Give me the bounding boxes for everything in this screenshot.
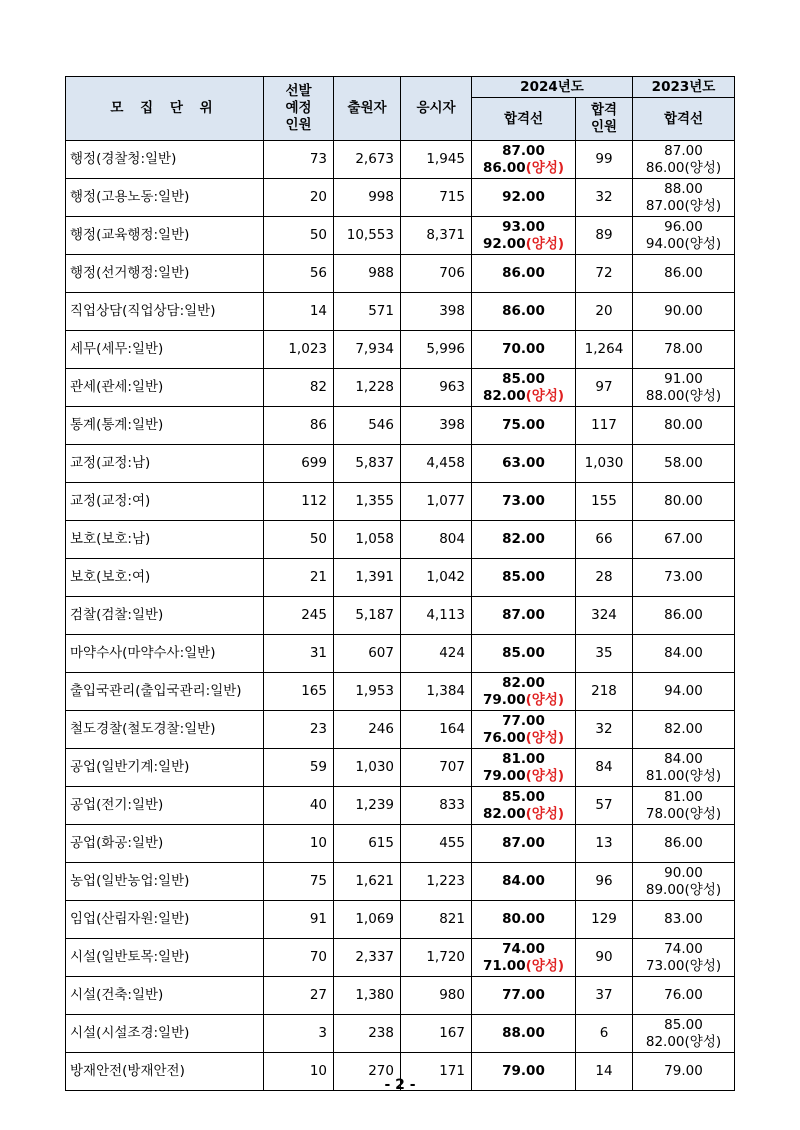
- applicants-cell: 1,391: [334, 559, 401, 597]
- applicants-cell: 1,228: [334, 369, 401, 407]
- cutoff-2024-value: 77.00: [502, 987, 545, 1003]
- cutoff-2024-value: 93.00: [502, 218, 545, 235]
- cutoff-2023-value: 73.00: [664, 569, 703, 585]
- examinees-cell: 1,223: [401, 863, 472, 901]
- passers-cell: 117: [576, 407, 633, 445]
- cutoff-2023-value: 81.00: [664, 788, 703, 805]
- header-applicants: 출원자: [334, 77, 401, 141]
- table-header: [66, 77, 735, 141]
- cutoff-2023-value: 87.00: [664, 142, 703, 159]
- cutoff-2024-value: 82.00: [502, 674, 545, 691]
- cutoff-2024-value: 82.00: [482, 805, 526, 822]
- cutoff-2024-value: 70.00: [502, 341, 545, 357]
- applicants-cell: 270: [334, 1053, 401, 1091]
- applicants-cell: 988: [334, 255, 401, 293]
- passers-cell: 218: [576, 673, 633, 711]
- cutoff-2024-cell: [472, 749, 576, 787]
- cutoff-2023-value: 80.00: [664, 417, 703, 433]
- applicants-cell: 5,837: [334, 445, 401, 483]
- cutoff-2023-value: 76.00: [664, 987, 703, 1003]
- unit-name-cell: 농업(일반농업:일반): [66, 863, 264, 901]
- cutoff-2023-value: 86.00: [664, 835, 703, 851]
- applicants-cell: 2,673: [334, 141, 401, 179]
- cutoff-2024-cell: [472, 217, 576, 255]
- unit-name-cell: 행정(경찰청:일반): [66, 141, 264, 179]
- table-row: [66, 255, 735, 293]
- unit-name-cell: 공업(전기:일반): [66, 787, 264, 825]
- header-year-2023: 2023년도: [633, 77, 735, 98]
- cutoff-2023-cell: [633, 787, 735, 825]
- table-row: [66, 407, 735, 445]
- planned-cell: 21: [264, 559, 334, 597]
- cutoff-2024-value: 79.00: [482, 691, 526, 708]
- cutoff-2024-cell: [472, 597, 576, 635]
- table-row: [66, 1015, 735, 1053]
- header-cutoff-2024: 합격선: [472, 98, 576, 141]
- planned-cell: 20: [264, 179, 334, 217]
- cutoff-2023-value: 90.00: [664, 864, 703, 881]
- applicants-cell: 998: [334, 179, 401, 217]
- table-row: [66, 141, 735, 179]
- examinees-cell: 821: [401, 901, 472, 939]
- planned-cell: 27: [264, 977, 334, 1015]
- applicants-cell: 1,380: [334, 977, 401, 1015]
- yangsung-label: (양성): [525, 235, 565, 252]
- examinees-cell: 164: [401, 711, 472, 749]
- cutoff-2024-value: 82.00: [482, 387, 526, 404]
- cutoff-2023-value: 58.00: [664, 455, 703, 471]
- cutoff-2023-value: 89.00(양성): [645, 881, 722, 898]
- cutoff-2023-cell: [633, 635, 735, 673]
- planned-cell: 112: [264, 483, 334, 521]
- cutoff-2024-value: 81.00: [502, 750, 545, 767]
- examinees-cell: 963: [401, 369, 472, 407]
- cutoff-2023-value: 86.00: [664, 265, 703, 281]
- planned-cell: 3: [264, 1015, 334, 1053]
- planned-cell: 10: [264, 825, 334, 863]
- cutoff-2024-value: 85.00: [502, 645, 545, 661]
- examinees-cell: 1,042: [401, 559, 472, 597]
- passers-cell: 66: [576, 521, 633, 559]
- unit-name-cell: 행정(고용노동:일반): [66, 179, 264, 217]
- unit-name-cell: 보호(보호:여): [66, 559, 264, 597]
- cutoff-2024-cell: [472, 255, 576, 293]
- unit-name-cell: 교정(교정:여): [66, 483, 264, 521]
- applicants-cell: 615: [334, 825, 401, 863]
- examinees-cell: 4,458: [401, 445, 472, 483]
- cutoff-2023-value: 81.00(양성): [645, 767, 722, 784]
- yangsung-label: (양성): [525, 767, 565, 784]
- planned-cell: 73: [264, 141, 334, 179]
- cutoff-2024-value: 79.00: [502, 1063, 545, 1079]
- examinees-cell: 8,371: [401, 217, 472, 255]
- unit-name-cell: 출입국관리(출입국관리:일반): [66, 673, 264, 711]
- cutoff-2024-value: 77.00: [502, 712, 545, 729]
- unit-name-cell: 공업(일반기계:일반): [66, 749, 264, 787]
- table-row: [66, 825, 735, 863]
- examinees-cell: 171: [401, 1053, 472, 1091]
- table-row: [66, 863, 735, 901]
- page-number: - 2 -: [384, 1077, 416, 1093]
- cutoff-2024-value: 92.00: [502, 189, 545, 205]
- cutoff-2024-value: 87.00: [502, 607, 545, 623]
- applicants-cell: 10,553: [334, 217, 401, 255]
- cutoff-2024-cell: [472, 711, 576, 749]
- cutoff-2024-value: 86.00: [502, 303, 545, 319]
- applicants-cell: 1,953: [334, 673, 401, 711]
- cutoff-2024-value: 85.00: [502, 788, 545, 805]
- results-table: [65, 76, 735, 1091]
- cutoff-2023-value: 79.00: [664, 1063, 703, 1079]
- yangsung-label: (양성): [525, 691, 565, 708]
- table-body: [66, 141, 735, 1091]
- cutoff-2024-cell: [472, 407, 576, 445]
- unit-name-cell: 철도경찰(철도경찰:일반): [66, 711, 264, 749]
- cutoff-2024-value: 85.00: [502, 370, 545, 387]
- examinees-cell: 167: [401, 1015, 472, 1053]
- header-year-2024: 2024년도: [472, 77, 633, 98]
- header-unit: 모 집 단 위: [66, 77, 264, 141]
- cutoff-2023-value: 80.00: [664, 493, 703, 509]
- cutoff-2024-value: 86.00: [482, 159, 526, 176]
- cutoff-2023-value: 67.00: [664, 531, 703, 547]
- passers-cell: 57: [576, 787, 633, 825]
- table-row: [66, 901, 735, 939]
- examinees-cell: 1,384: [401, 673, 472, 711]
- cutoff-2024-value: 87.00: [502, 142, 545, 159]
- table-row: [66, 939, 735, 977]
- cutoff-2023-cell: [633, 483, 735, 521]
- yangsung-label: (양성): [525, 805, 565, 822]
- examinees-cell: 398: [401, 293, 472, 331]
- passers-cell: 13: [576, 825, 633, 863]
- passers-cell: 28: [576, 559, 633, 597]
- unit-name-cell: 행정(교육행정:일반): [66, 217, 264, 255]
- cutoff-2023-cell: [633, 863, 735, 901]
- unit-name-cell: 시설(건축:일반): [66, 977, 264, 1015]
- cutoff-2023-cell: [633, 711, 735, 749]
- yangsung-label: (양성): [525, 729, 565, 746]
- cutoff-2023-value: 85.00: [664, 1016, 703, 1033]
- passers-cell: 14: [576, 1053, 633, 1091]
- passers-cell: 96: [576, 863, 633, 901]
- cutoff-2024-cell: [472, 863, 576, 901]
- yangsung-label: (양성): [525, 387, 565, 404]
- applicants-cell: 1,239: [334, 787, 401, 825]
- applicants-cell: 5,187: [334, 597, 401, 635]
- applicants-cell: 571: [334, 293, 401, 331]
- cutoff-2024-cell: [472, 939, 576, 977]
- cutoff-2024-cell: [472, 901, 576, 939]
- examinees-cell: 398: [401, 407, 472, 445]
- cutoff-2023-value: 78.00(양성): [645, 805, 722, 822]
- examinees-cell: 706: [401, 255, 472, 293]
- passers-cell: 129: [576, 901, 633, 939]
- planned-cell: 165: [264, 673, 334, 711]
- cutoff-2023-cell: [633, 217, 735, 255]
- passers-cell: 1,264: [576, 331, 633, 369]
- unit-name-cell: 마약수사(마약수사:일반): [66, 635, 264, 673]
- cutoff-2023-value: 82.00(양성): [645, 1033, 722, 1050]
- unit-name-cell: 관세(관세:일반): [66, 369, 264, 407]
- cutoff-2024-cell: [472, 977, 576, 1015]
- cutoff-2023-cell: [633, 179, 735, 217]
- table-row: [66, 559, 735, 597]
- cutoff-2023-cell: [633, 369, 735, 407]
- cutoff-2023-value: 88.00(양성): [645, 387, 722, 404]
- cutoff-2024-value: 85.00: [502, 569, 545, 585]
- cutoff-2024-value: 88.00: [502, 1025, 545, 1041]
- unit-name-cell: 시설(일반토목:일반): [66, 939, 264, 977]
- yangsung-label: (양성): [525, 957, 565, 974]
- table-row: [66, 331, 735, 369]
- passers-cell: 1,030: [576, 445, 633, 483]
- unit-name-cell: 방재안전(방재안전): [66, 1053, 264, 1091]
- planned-cell: 82: [264, 369, 334, 407]
- cutoff-2023-cell: [633, 749, 735, 787]
- unit-name-cell: 교정(교정:남): [66, 445, 264, 483]
- examinees-cell: 1,720: [401, 939, 472, 977]
- header-cutoff-2023: 합격선: [633, 98, 735, 141]
- passers-cell: 99: [576, 141, 633, 179]
- cutoff-2024-cell: [472, 141, 576, 179]
- passers-cell: 20: [576, 293, 633, 331]
- applicants-cell: 1,030: [334, 749, 401, 787]
- cutoff-2024-cell: [472, 483, 576, 521]
- applicants-cell: 607: [334, 635, 401, 673]
- passers-cell: 32: [576, 711, 633, 749]
- examinees-cell: 707: [401, 749, 472, 787]
- cutoff-2023-cell: [633, 445, 735, 483]
- planned-cell: 40: [264, 787, 334, 825]
- cutoff-2023-cell: [633, 331, 735, 369]
- unit-name-cell: 세무(세무:일반): [66, 331, 264, 369]
- table-row: [66, 635, 735, 673]
- passers-cell: 37: [576, 977, 633, 1015]
- cutoff-2023-value: 91.00: [664, 370, 703, 387]
- cutoff-2023-value: 84.00: [664, 750, 703, 767]
- unit-name-cell: 보호(보호:남): [66, 521, 264, 559]
- table-row: [66, 483, 735, 521]
- cutoff-2024-value: 74.00: [502, 940, 545, 957]
- cutoff-2024-cell: [472, 559, 576, 597]
- table-row: [66, 521, 735, 559]
- cutoff-2024-value: 92.00: [482, 235, 526, 252]
- table-row: [66, 217, 735, 255]
- cutoff-2024-value: 82.00: [502, 531, 545, 547]
- examinees-cell: 5,996: [401, 331, 472, 369]
- table-row: [66, 369, 735, 407]
- cutoff-2024-cell: [472, 369, 576, 407]
- cutoff-2023-cell: [633, 597, 735, 635]
- passers-cell: 89: [576, 217, 633, 255]
- applicants-cell: 2,337: [334, 939, 401, 977]
- planned-cell: 50: [264, 521, 334, 559]
- cutoff-2023-cell: [633, 901, 735, 939]
- table-row: [66, 673, 735, 711]
- table-row: [66, 293, 735, 331]
- applicants-cell: 246: [334, 711, 401, 749]
- passers-cell: 90: [576, 939, 633, 977]
- passers-cell: 97: [576, 369, 633, 407]
- cutoff-2023-value: 86.00: [664, 607, 703, 623]
- examinees-cell: 833: [401, 787, 472, 825]
- cutoff-2024-cell: [472, 673, 576, 711]
- planned-cell: 1,023: [264, 331, 334, 369]
- cutoff-2024-value: 76.00: [482, 729, 526, 746]
- cutoff-2024-value: 63.00: [502, 455, 545, 471]
- passers-cell: 324: [576, 597, 633, 635]
- unit-name-cell: 시설(시설조경:일반): [66, 1015, 264, 1053]
- cutoff-2023-value: 87.00(양성): [645, 197, 722, 214]
- examinees-cell: 715: [401, 179, 472, 217]
- cutoff-2023-value: 96.00: [664, 218, 703, 235]
- cutoff-2023-value: 86.00(양성): [645, 159, 722, 176]
- planned-cell: 31: [264, 635, 334, 673]
- planned-cell: 50: [264, 217, 334, 255]
- applicants-cell: 7,934: [334, 331, 401, 369]
- planned-cell: 23: [264, 711, 334, 749]
- passers-cell: 32: [576, 179, 633, 217]
- cutoff-2023-cell: [633, 293, 735, 331]
- cutoff-2023-cell: [633, 939, 735, 977]
- table-row: [66, 597, 735, 635]
- cutoff-2024-value: 75.00: [502, 417, 545, 433]
- cutoff-2024-value: 71.00: [482, 957, 526, 974]
- cutoff-2024-value: 87.00: [502, 835, 545, 851]
- cutoff-2023-value: 73.00(양성): [645, 957, 722, 974]
- cutoff-2023-value: 94.00(양성): [645, 235, 722, 252]
- planned-cell: 86: [264, 407, 334, 445]
- examinees-cell: 1,945: [401, 141, 472, 179]
- planned-cell: 75: [264, 863, 334, 901]
- header-planned: 선발 예정 인원: [264, 77, 334, 141]
- cutoff-2023-cell: [633, 977, 735, 1015]
- planned-cell: 56: [264, 255, 334, 293]
- cutoff-2023-cell: [633, 825, 735, 863]
- examinees-cell: 4,113: [401, 597, 472, 635]
- cutoff-2024-cell: [472, 445, 576, 483]
- table-row: [66, 179, 735, 217]
- examinees-cell: 980: [401, 977, 472, 1015]
- unit-name-cell: 검찰(검찰:일반): [66, 597, 264, 635]
- unit-name-cell: 통계(통계:일반): [66, 407, 264, 445]
- planned-cell: 10: [264, 1053, 334, 1091]
- cutoff-2023-value: 90.00: [664, 303, 703, 319]
- examinees-cell: 1,077: [401, 483, 472, 521]
- cutoff-2023-value: 84.00: [664, 645, 703, 661]
- cutoff-2024-cell: [472, 825, 576, 863]
- planned-cell: 699: [264, 445, 334, 483]
- examinees-cell: 455: [401, 825, 472, 863]
- cutoff-2024-cell: [472, 331, 576, 369]
- planned-cell: 245: [264, 597, 334, 635]
- passers-cell: 6: [576, 1015, 633, 1053]
- cutoff-2024-cell: [472, 635, 576, 673]
- header-passers: 합격 인원: [576, 98, 633, 141]
- cutoff-2024-value: 86.00: [502, 265, 545, 281]
- unit-name-cell: 행정(선거행정:일반): [66, 255, 264, 293]
- passers-cell: 72: [576, 255, 633, 293]
- planned-cell: 70: [264, 939, 334, 977]
- unit-name-cell: 임업(산림자원:일반): [66, 901, 264, 939]
- passers-cell: 84: [576, 749, 633, 787]
- cutoff-2023-cell: [633, 141, 735, 179]
- table-row: [66, 711, 735, 749]
- cutoff-2023-value: 83.00: [664, 911, 703, 927]
- cutoff-2023-value: 88.00: [664, 180, 703, 197]
- cutoff-2024-value: 79.00: [482, 767, 526, 784]
- table-row: [66, 787, 735, 825]
- cutoff-2023-cell: [633, 521, 735, 559]
- cutoff-2023-cell: [633, 255, 735, 293]
- table-row: [66, 977, 735, 1015]
- header-examinees: 응시자: [401, 77, 472, 141]
- cutoff-2024-cell: [472, 179, 576, 217]
- table-row: [66, 749, 735, 787]
- applicants-cell: 1,069: [334, 901, 401, 939]
- cutoff-2024-cell: [472, 1015, 576, 1053]
- yangsung-label: (양성): [525, 159, 565, 176]
- cutoff-2024-cell: [472, 521, 576, 559]
- applicants-cell: 546: [334, 407, 401, 445]
- unit-name-cell: 공업(화공:일반): [66, 825, 264, 863]
- applicants-cell: 1,621: [334, 863, 401, 901]
- planned-cell: 14: [264, 293, 334, 331]
- cutoff-2023-value: 78.00: [664, 341, 703, 357]
- cutoff-2024-cell: [472, 293, 576, 331]
- cutoff-2024-value: 84.00: [502, 873, 545, 889]
- cutoff-2024-value: 80.00: [502, 911, 545, 927]
- cutoff-2023-value: 74.00: [664, 940, 703, 957]
- cutoff-2023-value: 94.00: [664, 683, 703, 699]
- applicants-cell: 238: [334, 1015, 401, 1053]
- passers-cell: 155: [576, 483, 633, 521]
- cutoff-2024-cell: [472, 787, 576, 825]
- examinees-cell: 804: [401, 521, 472, 559]
- cutoff-2023-cell: [633, 673, 735, 711]
- cutoff-2023-cell: [633, 559, 735, 597]
- passers-cell: 35: [576, 635, 633, 673]
- planned-cell: 91: [264, 901, 334, 939]
- cutoff-2023-cell: [633, 407, 735, 445]
- cutoff-2023-value: 82.00: [664, 721, 703, 737]
- cutoff-2024-value: 73.00: [502, 493, 545, 509]
- applicants-cell: 1,058: [334, 521, 401, 559]
- unit-name-cell: 직업상담(직업상담:일반): [66, 293, 264, 331]
- cutoff-2023-cell: [633, 1015, 735, 1053]
- planned-cell: 59: [264, 749, 334, 787]
- table-row: [66, 445, 735, 483]
- examinees-cell: 424: [401, 635, 472, 673]
- applicants-cell: 1,355: [334, 483, 401, 521]
